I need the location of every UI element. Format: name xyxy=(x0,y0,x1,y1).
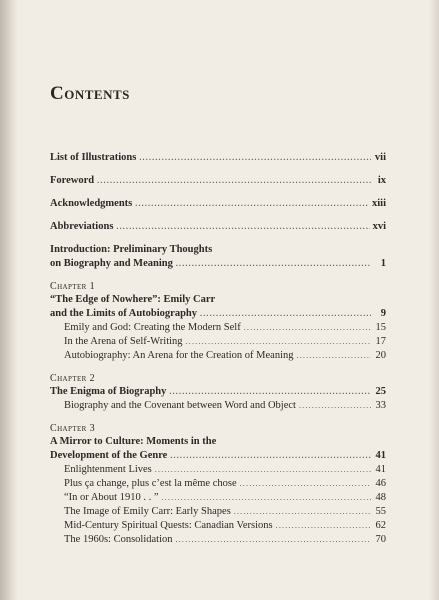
toc-entry-page: 48 xyxy=(375,492,386,503)
leader-dots xyxy=(170,449,371,463)
leader-dots xyxy=(276,519,371,533)
toc-entry-page: xiii xyxy=(371,198,386,209)
toc-entry-label: Mid-Century Spiritual Quests: Canadian Versions xyxy=(64,520,273,531)
toc-entry-page: 9 xyxy=(380,308,386,319)
leader-dots xyxy=(135,197,369,211)
toc-entry-page: 62 xyxy=(375,520,386,531)
leader-dots xyxy=(176,257,371,271)
contents-heading: Contents xyxy=(50,83,130,104)
leader-dots xyxy=(97,174,371,188)
toc-entry-title-last-line xyxy=(50,449,386,463)
leader-dots xyxy=(176,533,372,547)
leader-dots xyxy=(240,477,371,491)
toc-entry-page: 55 xyxy=(375,506,386,517)
toc-entry-label: Plus ça change, plus c’est la même chose xyxy=(64,478,237,489)
toc-subentry[interactable] xyxy=(50,399,386,413)
toc-subentry[interactable] xyxy=(50,321,386,335)
toc-entry-label: Development of the Genre xyxy=(50,450,168,461)
toc-entry-page: 41 xyxy=(375,464,386,475)
toc-entry-label: Foreword xyxy=(50,175,95,186)
toc-entry-label: In the Arena of Self-Writing xyxy=(64,336,183,347)
leader-dots xyxy=(169,385,371,399)
toc-entry-title-line: A Mirror to Culture: Moments in the xyxy=(50,436,217,447)
leader-dots xyxy=(162,491,372,505)
toc-entry-label: The Image of Emily Carr: Early Shapes xyxy=(64,506,231,517)
toc-entry-title-last-line xyxy=(50,257,386,271)
leader-dots xyxy=(297,349,372,363)
toc-entry-page: 33 xyxy=(375,400,386,411)
leader-dots xyxy=(155,463,371,477)
toc-entry-page: ix xyxy=(377,175,386,186)
toc-subentry[interactable] xyxy=(50,491,386,505)
toc-entry-page: 46 xyxy=(375,478,386,489)
toc-entry-label: Abbreviations xyxy=(50,221,114,232)
toc-subentry[interactable] xyxy=(50,335,386,349)
toc-entry-page: 41 xyxy=(375,450,386,461)
toc-entry-chapter-1[interactable] xyxy=(50,293,386,321)
toc-entry-title-line: Introduction: Preliminary Thoughts xyxy=(50,244,213,255)
toc-entry-page: 17 xyxy=(375,336,386,347)
toc-entry-title-line: “The Edge of Nowhere”: Emily Carr xyxy=(50,294,216,305)
toc-entry-page: 1 xyxy=(380,258,386,269)
toc-subentry[interactable] xyxy=(50,463,386,477)
page-binding-shadow xyxy=(0,0,18,600)
toc-subentry[interactable] xyxy=(50,533,386,547)
chapter-label: Chapter 3 xyxy=(50,423,95,434)
table-of-contents xyxy=(50,84,386,547)
toc-subentry[interactable] xyxy=(50,519,386,533)
toc-entry-page: 70 xyxy=(375,534,386,545)
toc-entry-label: The Enigma of Biography xyxy=(50,386,167,397)
page-edge xyxy=(429,0,439,600)
leader-dots xyxy=(186,335,371,349)
chapter-label: Chapter 2 xyxy=(50,373,95,384)
toc-entry-page: 15 xyxy=(375,322,386,333)
toc-entry-label: Acknowledgments xyxy=(50,198,133,209)
toc-entry-title-last-line xyxy=(50,307,386,321)
chapter-label: Chapter 1 xyxy=(50,281,95,292)
leader-dots xyxy=(139,151,371,165)
leader-dots xyxy=(299,399,371,413)
toc-entry-page: vii xyxy=(374,152,386,163)
toc-subentry[interactable] xyxy=(50,505,386,519)
toc-entry-label: on Biography and Meaning xyxy=(50,258,173,269)
toc-entry-label: and the Limits of Autobiography xyxy=(50,308,198,319)
toc-entry-foreword[interactable] xyxy=(50,174,386,188)
toc-entry-label: “In or About 1910 . . ” xyxy=(64,492,159,503)
toc-entry-introduction[interactable] xyxy=(50,243,386,271)
toc-subentry[interactable] xyxy=(50,349,386,363)
toc-entry-label: Autobiography: An Arena for the Creation of Meaning xyxy=(64,350,294,361)
toc-entry-acknowledgments[interactable] xyxy=(50,197,386,211)
leader-dots xyxy=(234,505,371,519)
leader-dots xyxy=(116,220,369,234)
toc-subentry[interactable] xyxy=(50,477,386,491)
toc-entry-label: Biography and the Covenant between Word and Object xyxy=(64,400,296,411)
toc-entry-page: xvi xyxy=(372,221,386,232)
leader-dots xyxy=(244,321,371,335)
toc-entry-list-of-illustrations[interactable] xyxy=(50,151,386,165)
toc-entry-label: List of Illustrations xyxy=(50,152,137,163)
toc-entry-chapter-3[interactable] xyxy=(50,435,386,463)
toc-entry-label: The 1960s: Consolidation xyxy=(64,534,173,545)
toc-entry-label: Enlightenment Lives xyxy=(64,464,152,475)
toc-entry-abbreviations[interactable] xyxy=(50,220,386,234)
leader-dots xyxy=(200,307,371,321)
toc-entry-label: Emily and God: Creating the Modern Self xyxy=(64,322,241,333)
toc-entry-page: 20 xyxy=(375,350,386,361)
toc-entry-page: 25 xyxy=(375,386,386,397)
toc-entry-chapter-2[interactable] xyxy=(50,385,386,399)
